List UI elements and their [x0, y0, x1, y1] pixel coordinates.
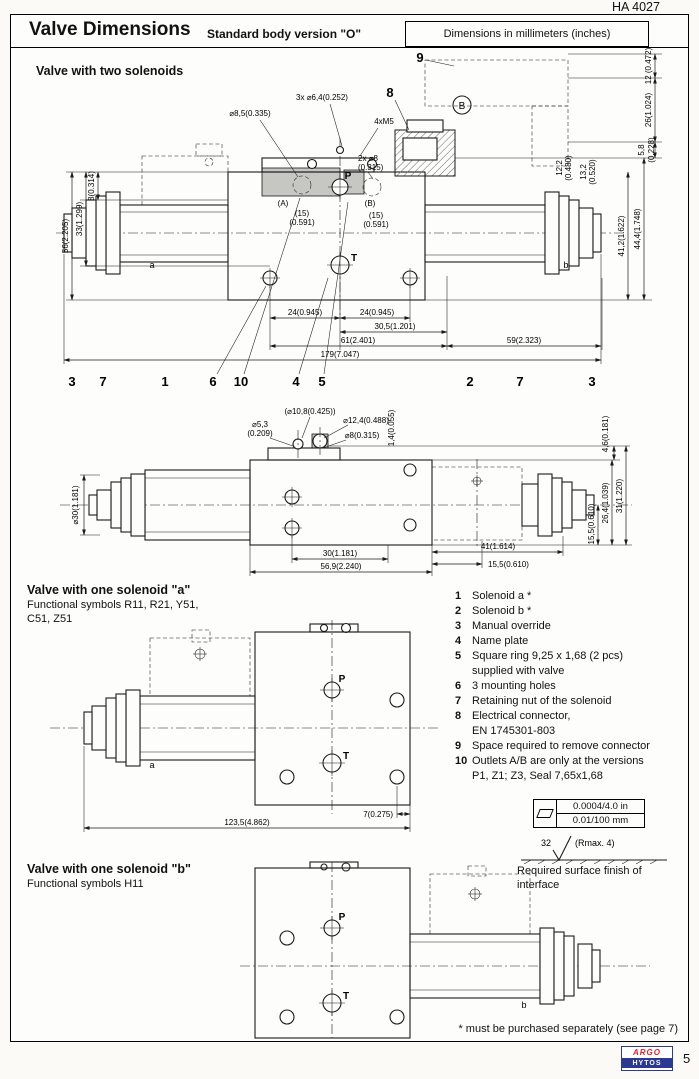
legend-text: Retaining nut of the solenoid: [472, 695, 612, 707]
legend-num: 8: [455, 710, 462, 722]
right-solenoid-b: [410, 866, 600, 1004]
dim-56-9: 56,9(2.240): [320, 562, 362, 571]
dim-44-4: 44,4(1.748): [633, 208, 642, 250]
callout-2: 2: [466, 374, 474, 389]
valve-body-top: [250, 427, 432, 545]
circled-b-label: B: [458, 101, 466, 112]
page-subtitle: Standard body version "O": [207, 27, 362, 41]
dim-30-5: 30,5(1.201): [374, 322, 416, 331]
dim-8-5: ⌀8,5(0.335): [229, 109, 271, 118]
dim-41-2: 41,2(1.622): [617, 215, 626, 257]
callout-8: 8: [386, 85, 394, 100]
legend-num: 10: [455, 755, 468, 767]
port-b-label: (B): [364, 199, 376, 208]
right-coil-dashed: [432, 459, 594, 548]
dim-15-5-bottom: 15,5(0.610): [488, 560, 529, 569]
legend-item: [455, 709, 687, 724]
functional-symbols-a-line1: Functional symbols R11, R21, Y51,: [27, 599, 199, 611]
port-t-label: T: [342, 991, 350, 1002]
legend-item: [455, 604, 687, 619]
rmax-value: (Rmax. 4): [575, 838, 615, 848]
valve-body-a: [255, 624, 410, 806]
roughness-value: 32: [540, 838, 551, 848]
legend-num: 2: [455, 605, 462, 617]
dim-12-4: ⌀12,4(0.488): [343, 416, 389, 425]
legend-text: Solenoid b *: [472, 605, 532, 617]
surface-finish-caption-line1: Required surface finish of: [517, 865, 642, 877]
dim-33: 33(1.299): [75, 201, 84, 237]
callout-3-right: 3: [588, 374, 596, 389]
port-p-label: P: [344, 171, 352, 182]
dim-26-4: 26,4(1.039): [601, 482, 610, 524]
side-a-label: a: [149, 260, 155, 270]
legend-num: 9: [455, 740, 462, 752]
callout-1: 1: [161, 374, 169, 389]
dim-5-8: 5,8: [637, 144, 646, 156]
legend-item: [455, 589, 687, 604]
dim-12: 12 (0.472): [644, 47, 653, 85]
port-T: [327, 252, 353, 278]
dim-179: 179(7.047): [320, 350, 360, 359]
dim-24-left: 24(0.945): [287, 308, 323, 317]
page-header: [11, 15, 688, 48]
dim-15-right-in: (0.591): [363, 220, 389, 229]
page-number: 5: [683, 1051, 691, 1066]
dim-30: 30(1.181): [322, 549, 358, 558]
dim-41: 41(1.614): [480, 542, 516, 551]
callout-5: 5: [318, 374, 326, 389]
port-p-label: P: [338, 912, 346, 923]
drawing-valve-one-solenoid-b: [10, 860, 670, 1040]
dim-15-right: (15): [368, 211, 384, 220]
legend-item: [455, 649, 687, 664]
legend-num: [455, 769, 472, 784]
legend-item: [455, 664, 687, 679]
surface-finish-row1: 0.0004/4.0 in: [557, 800, 644, 814]
footnote: * must be purchased separately (see page 7): [458, 1023, 678, 1035]
callout-10: 10: [233, 374, 249, 389]
dim-4-6: 4,6(0.181): [601, 415, 610, 453]
dim-12-2: 12,2: [555, 160, 564, 176]
document-code: HA 4027: [612, 0, 660, 14]
legend-item: [455, 754, 687, 769]
dim-2x8: 2x ⌀8: [358, 154, 378, 163]
dim-56: 56(2.205): [61, 218, 70, 254]
flatness-symbol-icon: [534, 800, 557, 827]
port-a-label: (A): [277, 199, 289, 208]
legend-text: Name plate: [472, 635, 529, 647]
surface-finish-caption-line2: interface: [517, 879, 560, 891]
drawing-valve-two-solenoids: [10, 46, 689, 396]
side-b-label: b: [521, 1000, 527, 1010]
side-b-label: b: [563, 260, 569, 270]
section-heading-one-solenoid-a: Valve with one solenoid "a": [27, 583, 191, 597]
dim-61: 61(2.401): [340, 336, 376, 345]
legend-item: [455, 619, 687, 634]
dim-5-8-in: (0.228): [647, 137, 656, 163]
left-solenoid-a: [84, 630, 255, 766]
dim-2x8-in: (0.315): [358, 163, 384, 172]
callout-3-left: 3: [68, 374, 76, 389]
dim-13-2: 13,2: [579, 164, 588, 180]
functional-symbols-b: Functional symbols H11: [27, 878, 144, 890]
electrical-connector: [395, 120, 455, 176]
port-p-label: P: [338, 674, 346, 685]
legend-text: EN 1745301-803: [472, 725, 556, 737]
surface-finish-row2: 0.01/100 mm: [572, 815, 629, 826]
legend-item: [455, 694, 687, 709]
port-t-label: T: [350, 253, 358, 264]
dim-15-left: (15): [294, 209, 310, 218]
dim-15-left-in: (0.591): [289, 218, 315, 227]
legend-text: Space required to remove connector: [472, 740, 650, 752]
logo-line2: HYTOS: [622, 1058, 672, 1068]
logo-line1: ARGO: [633, 1048, 661, 1057]
legend-item: [455, 769, 687, 784]
legend-item: [455, 739, 687, 754]
legend-num: 7: [455, 695, 462, 707]
dim-7: 7(0.275): [363, 810, 393, 819]
legend-text: Solenoid a *: [472, 590, 532, 602]
legend-list: [455, 589, 687, 784]
legend-num: 5: [455, 650, 462, 662]
callout-7-left: 7: [99, 374, 107, 389]
valve-body-b: [255, 862, 410, 1038]
legend-num: 1: [455, 590, 462, 602]
legend-text: Outlets A/B are only at the versions: [472, 755, 644, 767]
legend-text: P1, Z1; Z3, Seal 7,65x1,68: [472, 770, 603, 782]
dim-4xm5: 4xM5: [374, 117, 394, 126]
dim-26: 26(1.024): [644, 92, 653, 128]
dim-3x-6-4: 3x ⌀6,4(0.252): [296, 93, 348, 102]
legend-text: supplied with valve: [472, 665, 565, 677]
legend-num: [455, 664, 472, 679]
legend-item: [455, 724, 687, 739]
dim-12-2-in: (0.480): [564, 155, 573, 181]
section-heading-one-solenoid-b: Valve with one solenoid "b": [27, 862, 191, 876]
dim-24-right: 24(0.945): [359, 308, 395, 317]
legend-item: [455, 679, 687, 694]
page-title: Valve Dimensions: [29, 19, 191, 40]
legend-num: [455, 724, 472, 739]
roughness-check-icon: [553, 836, 571, 860]
dim-1-4: 1,4(0.055): [387, 409, 396, 447]
dim-59: 59(2.323): [506, 336, 542, 345]
dim-10-8: (⌀10,8(0.425)): [284, 407, 336, 416]
port-B: [363, 178, 381, 196]
legend-num: 4: [455, 635, 462, 647]
dim-dia-30: ⌀30(1.181): [71, 485, 80, 525]
argo-hytos-logo: [621, 1046, 673, 1071]
legend-num: 6: [455, 680, 462, 692]
callout-7-right: 7: [516, 374, 524, 389]
dim-8-0315: ⌀8(0.315): [344, 431, 380, 440]
drawing-valve-one-solenoid-a: [10, 616, 450, 846]
legend-num: 3: [455, 620, 462, 632]
callout-9: 9: [416, 50, 424, 65]
section-heading-two-solenoids: Valve with two solenoids: [36, 64, 184, 78]
callout-6: 6: [209, 374, 217, 389]
functional-symbols-a-line2: C51, Z51: [27, 613, 73, 625]
dim-13-2-in: (0.520): [588, 159, 597, 185]
legend-text: Square ring 9,25 x 1,68 (2 pcs): [472, 650, 624, 662]
bottom-dims-2: [250, 536, 563, 576]
surface-finish-box: [533, 799, 645, 828]
legend-text: 3 mounting holes: [472, 680, 556, 692]
legend-text: Manual override: [472, 620, 551, 632]
circled-letter-b: [453, 96, 471, 114]
units-note-box: Dimensions in millimeters (inches): [405, 21, 649, 47]
callout-4: 4: [292, 374, 300, 389]
dim-8: 8(0.314): [87, 171, 96, 201]
dim-5-3: ⌀5,3: [252, 420, 268, 429]
dim-123-5: 123,5(4.862): [224, 818, 270, 827]
drawing-valve-top-view: [10, 396, 689, 586]
dim-5-3-in: (0.209): [247, 429, 273, 438]
dim-31: 31(1.220): [615, 478, 624, 514]
port-t-label: T: [342, 751, 350, 762]
side-a-label: a: [149, 760, 155, 770]
legend-text: Electrical connector,: [472, 710, 571, 722]
dim-15-5-vert: 15,5(0.610): [587, 503, 596, 545]
left-solenoid-assembly: [64, 144, 228, 274]
legend-item: [455, 634, 687, 649]
